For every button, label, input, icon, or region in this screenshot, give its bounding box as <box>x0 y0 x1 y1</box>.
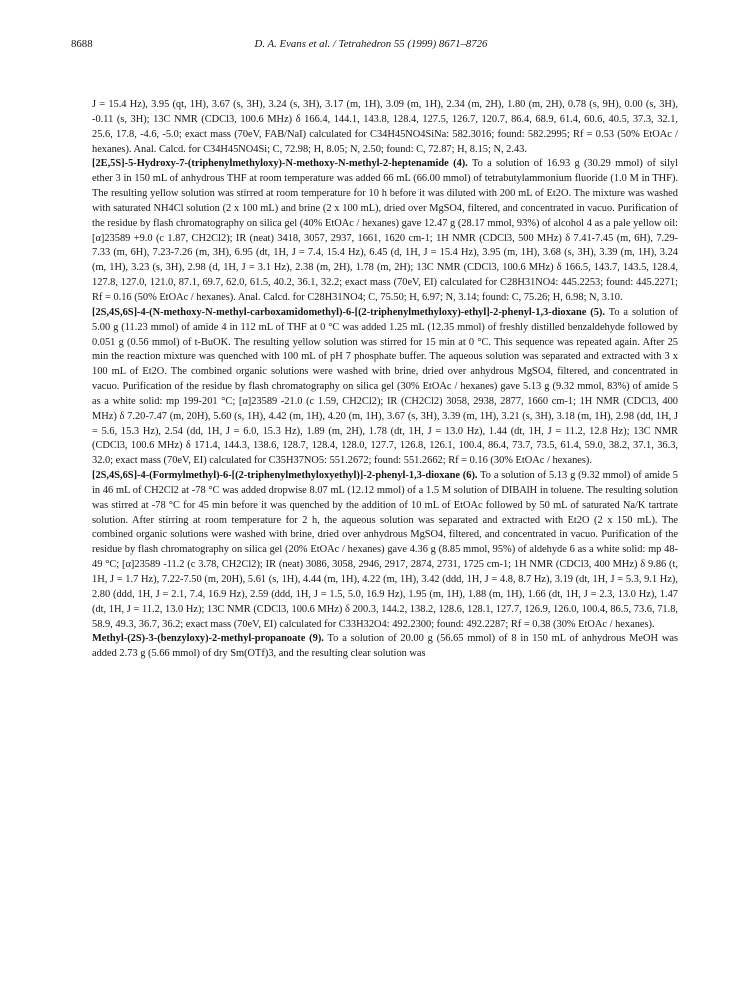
paragraph-text: To a solution of 16.93 g (30.29 mmol) of silyl ether 3 in 150 mL of anhydrous THF at room temperature was added 66 mL (66.00 mmol) of tetrabutylammonium fluoride (1.0 M in THF). The resulting yellow solution was stirred at room temperature for 10 h before it was diluted with 200 mL of Et2O. The mixture was washed with saturated NH4Cl solution (2 x 100 mL) and brine (2 x 100 mL), dried over MgSO4, filtered, and concentrated in vacuo. Purification of the residue by flash chromatography on silica gel (40% EtOAc / hexanes) gave 12.47 g (28.17 mmol, 93%) of alcohol 4 as a pale yellow oil: [α]23589 +9.0 (c 1.87, CH2Cl2); IR (neat) 3418, 3057, 2937, 1661, 1620 cm-1; 1H NMR (CDCl3, 500 MHz) δ 7.41-7.45 (m, 6H), 7.29-7.33 (m, 6H), 7.23-7.26 (m, 3H), 6.95 (dt, 1H, J = 7.4, 15.4 Hz), 6.45 (d, 1H, J = 15.4 Hz), 3.95 (m, 1H), 3.68 (s, 3H), 3.39 (m, 1H), 3.24 (m, 1H), 3.23 (s, 3H), 2.98 (d, 1H, J = 3.1 Hz), 2.38 (m, 2H), 1.78 (m, 2H); 13C NMR (CDCl3, 100.6 MHz) δ 166.5, 143.7, 143.5, 128.4, 127.8, 127.0, 121.0, 87.1, 69.7, 62.0, 61.5, 40.2, 36.1, 32.2; exact mass (70eV, EI) calculated for C28H31NO4: 445.2253; found: 445.2271; Rf = 0.16 (50% EtOAc / hexanes). Anal. Calcd. for C28H31NO4; C, 75.50; H, 6.97; N, 3.14; found: C, 75.26; H, 6.98; N, 3.10. <box>92 158 678 303</box>
paragraph-text: To a solution of 5.13 g (9.32 mmol) of amide 5 in 46 mL of CH2Cl2 at -78 °C was added dropwise 8.07 mL (12.12 mmol) of a 1.5 M solution of DIBAlH in toluene. The resulting solution was stirred at -78 °C for 45 min before it was quenched by the addition of 10 mL of EtOAc followed by 50 mL of saturated Na/K tartrate solution. After stirring at room temperature for 2 h, the aqueous solution was separated and extracted with Et2O (2 x 150 mL). The combined organic solutions were washed with brine, dried over anhydrous MgSO4, filtered, and concentrated in vacuo. Purification of the residue by flash chromatography on silica gel (20% EtOAc / hexanes) gave 4.36 g (8.85 mmol, 95%) of aldehyde 6 as a white solid: mp 48-49 °C; [α]23589 -11.2 (c 3.78, CH2Cl2); IR (neat) 3086, 3058, 2946, 2917, 2874, 2731, 1725 cm-1; 1H NMR (CDCl3, 400 MHz) δ 9.86 (t, 1H, J = 1.7 Hz), 7.22-7.50 (m, 20H), 5.61 (s, 1H), 4.44 (m, 1H), 4.22 (m, 1H), 3.42 (ddd, 1H, J = 4.8, 8.7 Hz), 3.19 (dt, 1H, J = 5.3, 9.1 Hz), 2.80 (ddd, 1H, J = 2.1, 7.4, 16.9 Hz), 2.59 (ddd, 1H, J = 1.5, 5.0, 16.9 Hz), 1.95 (m, 1H), 1.88 (m, 1H), 1.66 (dt, 1H, J = 2.3, 13.0 Hz), 1.47 (dt, 1H, J = 11.2, 13.0 Hz); 13C NMR (CDCl3, 100.6 MHz) δ 200.3, 144.2, 138.2, 128.6, 128.1, 127.7, 126.9, 126.0, 100.4, 86.5, 73.6, 71.8, 58.9, 49.3, 36.7, 36.2; exact mass (70eV, EI) calculated for C33H32O4: 492.2300; found: 492.2287; Rf = 0.38 (30% EtOAc / hexanes). <box>92 470 679 630</box>
page-number: 8688 <box>71 38 93 50</box>
paragraph-silyl-ether-data <box>92 98 678 157</box>
paragraph-text: To a solution of 20.00 g (56.65 mmol) of 8 in 150 mL of anhydrous MeOH was added 2.73 g (5.66 mmol) of dry Sm(OTf)3, and the resulting clear solution was <box>92 633 678 660</box>
paragraph-compound-9 <box>92 632 678 662</box>
compound-heading: [2S,4S,6S]-4-(N-methoxy-N-methyl-carboxamidomethyl)-6-[(2-triphenylmethyloxy)-ethyl]-2-phenyl-1,3-dioxane (5). <box>92 306 605 318</box>
paragraph-compound-4 <box>92 157 678 305</box>
experimental-section <box>92 98 678 662</box>
page-header <box>71 38 671 56</box>
paragraph-compound-5 <box>92 306 678 469</box>
compound-heading: Methyl-(2S)-3-(benzyloxy)-2-methyl-propanoate (9). <box>92 633 324 645</box>
paragraph-text: To a solution of 5.00 g (11.23 mmol) of amide 4 in 112 mL of THF at 0 °C was added 1.25 mL (12.35 mmol) of freshly distilled benzaldehyde followed by 0.051 g (0.56 mmol) of t-BuOK. The resulting yellow solution was stirred for 15 min at 0 °C. This sequence was repeated again. After 25 min the reaction mixture was quenched with 100 mL of pH 7 phosphate buffer. The aqueous solution was separated and extracted with 3 x 100 mL of Et2O. The combined organic solutions were washed with brine, dried over anhydrous MgSO4, filtered, and concentrated in vacuo. Purification of the residue by flash chromatography on silica gel (30% EtOAc / hexanes) gave 5.13 g (9.32 mmol, 83%) of amide 5 as a white solid: mp 199-201 °C; [α]23589 -21.0 (c 1.59, CH2Cl2); IR (CH2Cl2) 3058, 2938, 2877, 1660 cm-1; 1H NMR (CDCl3, 400 MHz) δ 7.20-7.47 (m, 20H), 5.60 (s, 1H), 4.42 (m, 1H), 4.20 (m, 1H), 3.67 (s, 3H), 3.39 (m, 1H), 3.21 (s, 3H), 3.18 (m, 1H), 2.98 (dd, 1H, J = 5.6, 15.3 Hz), 2.54 (dd, 1H, J = 6.0, 15.3 Hz), 1.89 (m, 2H), 1.78 (dt, 1H, J = 13.0 Hz), 1.44 (dt, 1H, J = 11.2, 12.8 Hz); 13C NMR (CDCl3, 100.6 MHz) δ 171.4, 144.3, 138.6, 128.7, 128.4, 128.0, 127.7, 126.8, 126.1, 100.4, 86.4, 73.7, 73.5, 61.4, 59.0, 38.2, 37.1, 36.3, 32.0; exact mass (70eV, EI) calculated for C35H37NO5: 551.2672; found: 551.2662; Rf = 0.16 (30% EtOAc / hexanes). <box>92 306 678 467</box>
compound-heading: [2S,4S,6S]-4-(Formylmethyl)-6-[(2-triphenylmethyloxyethyl)]-2-phenyl-1,3-dioxane (6). <box>92 470 478 482</box>
compound-heading: [2E,5S]-5-Hydroxy-7-(triphenylmethyloxy)-N-methoxy-N-methyl-2-heptenamide (4). <box>92 158 468 170</box>
paragraph-compound-6 <box>92 469 678 632</box>
running-head: D. A. Evans et al. / Tetrahedron 55 (1999) 8671–8726 <box>254 38 488 50</box>
paragraph-text: J = 15.4 Hz), 3.95 (qt, 1H), 3.67 (s, 3H), 3.24 (s, 3H), 3.17 (m, 1H), 3.09 (m, 1H), 2.34 (m, 2H), 1.80 (m, 2H), 0.78 (s, 9H), 0.00 (s, 3H), -0.11 (s, 3H); 13C NMR (CDCl3, 100.6 MHz) δ 166.4, 144.1, 143.8, 128.4, 127.5, 126.7, 120.7, 86.4, 68.9, 61.4, 60.6, 40.5, 37.3, 32.1, 25.6, 17.8, -4.6, -5.0; exact mass (70eV, FAB/NaI) calculated for C34H45NO4SiNa: 582.3016; found: 582.2995; Rf = 0.53 (50% EtOAc / hexanes). Anal. Calcd. for C34H45NO4Si; C, 72.98; H, 8.05; N, 2.50; found: C, 72.87; H, 8.15; N, 2.43. <box>92 99 678 155</box>
